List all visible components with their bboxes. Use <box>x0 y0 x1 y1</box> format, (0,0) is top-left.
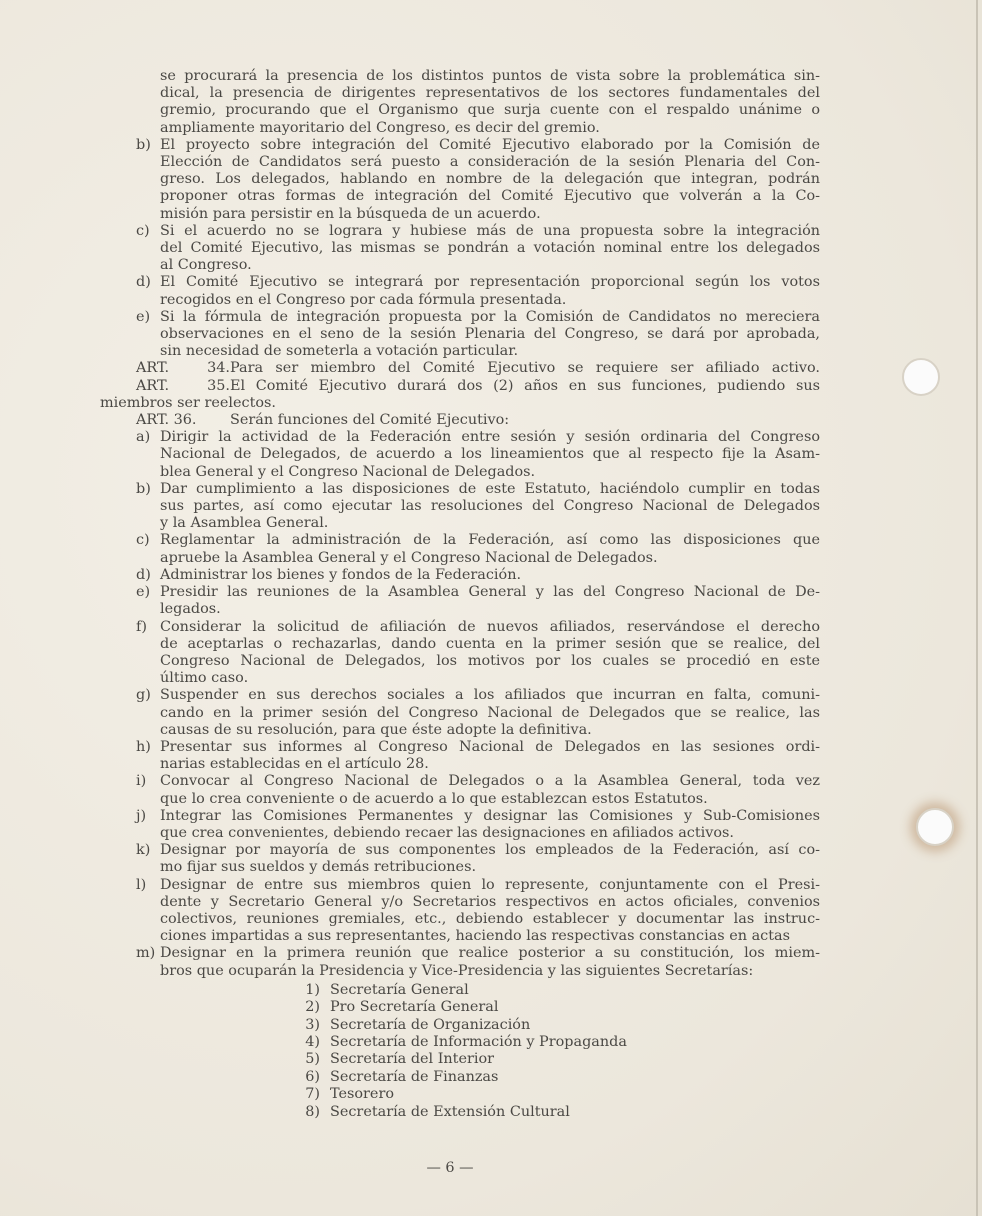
article-35-continuation: miembros ser reelectos. <box>100 394 276 411</box>
item-text: Secretaría de Información y Propaganda <box>330 1033 627 1050</box>
item-text: Secretaría del Interior <box>330 1051 495 1068</box>
item-text: observaciones en el seno de la sesión Plenaria del Congreso, se dará por aprobada, <box>160 326 820 343</box>
text-line <box>100 773 820 790</box>
item-text: misión para persistir en la búsqueda de un acuerdo. <box>160 205 541 222</box>
text-line <box>100 464 820 481</box>
list-item <box>285 1051 820 1068</box>
text-line <box>100 653 820 670</box>
text-line <box>100 481 820 498</box>
text-line <box>100 791 820 808</box>
item-text: Administrar los bienes y fondos de la Federación. <box>160 566 522 583</box>
item-marker: m) <box>136 945 156 962</box>
item-text: El Comité Ejecutivo se integrará por representación proporcional según los votos <box>160 274 820 291</box>
item-text: Congreso Nacional de Delegados, los motivos por los cuales se procedió en este <box>160 652 820 669</box>
secretarias-list <box>100 982 820 1121</box>
intro-paragraph <box>100 68 820 137</box>
item-text: proponer otras formas de integración del Comité Ejecutivo que volverán a la Co- <box>160 188 820 205</box>
article-number: ART. 34. <box>136 360 230 377</box>
item-marker: c) <box>136 532 150 549</box>
item-text: Presidir las reuniones de la Asamblea General y las del Congreso Nacional de De- <box>160 584 820 601</box>
list-item <box>100 223 820 275</box>
list-item <box>100 739 820 773</box>
item-text: y la Asamblea General. <box>160 515 329 532</box>
item-text: que lo crea conveniente o de acuerdo a lo que establezcan estos Estatutos. <box>160 790 708 807</box>
item-marker: d) <box>136 566 151 583</box>
item-text: legados. <box>160 601 221 618</box>
text-line <box>100 206 820 223</box>
item-text: Nacional de Delegados, de acuerdo a los lineamientos que al respecto fije la Asam- <box>160 446 820 463</box>
text-line <box>100 928 820 945</box>
list-item <box>100 309 820 361</box>
text-line: dical, la presencia de dirigentes representativos de los sectores fundamentales del <box>160 85 820 102</box>
item-text: Considerar la solicitud de afiliación de nuevos afiliados, reservándose el derecho <box>160 618 820 635</box>
text-line <box>100 292 820 309</box>
item-text: Tesorero <box>330 1086 394 1103</box>
item-marker: f) <box>136 618 147 635</box>
list-item <box>100 567 820 584</box>
item-text: Dar cumplimiento a las disposiciones de este Estatuto, haciéndolo cumplir en todas <box>160 480 820 497</box>
text-line <box>100 963 820 980</box>
article-text: Para ser miembro del Comité Ejecutivo se requiere ser afiliado activo. <box>230 360 820 377</box>
text-line <box>100 137 820 154</box>
text-line <box>100 756 820 773</box>
item-text: Secretaría de Organización <box>330 1016 531 1033</box>
item-text: greso. Los delegados, hablando en nombre de la delegación que integran, podrán <box>160 171 820 188</box>
item-text: narias establecidas en el artículo 28. <box>160 756 429 773</box>
item-marker: c) <box>136 222 150 239</box>
text-line <box>100 446 820 463</box>
item-marker: k) <box>136 842 151 859</box>
text-line: ampliamente mayoritario del Congreso, es decir del gremio. <box>160 119 600 136</box>
item-text: del Comité Ejecutivo, las mismas se pondrán a votación nominal entre los delegados <box>160 240 820 257</box>
list-item <box>285 1086 820 1103</box>
text-line <box>100 550 820 567</box>
list-item <box>100 808 820 842</box>
item-marker: 5) <box>305 1051 320 1068</box>
text-line <box>100 309 820 326</box>
item-marker: 6) <box>305 1068 320 1085</box>
text-line <box>100 945 820 962</box>
text-line: gremio, procurando que el Organismo que surja cuente con el respaldo unánime o <box>160 102 820 119</box>
text-line <box>100 825 820 842</box>
text-line <box>100 859 820 876</box>
text-line <box>100 343 820 360</box>
item-text: Si el acuerdo no se lograra y hubiese más de una propuesta sobre la integración <box>160 222 820 239</box>
item-marker: d) <box>136 274 151 291</box>
text-line: se procurará la presencia de los distintos puntos de vista sobre la problemática sin- <box>160 68 820 84</box>
item-marker: 8) <box>305 1103 320 1120</box>
item-text: apruebe la Asamblea General y el Congreso Nacional de Delegados. <box>160 549 658 566</box>
item-marker: e) <box>136 584 151 601</box>
text-line <box>100 808 820 825</box>
item-text: Reglamentar la administración de la Federación, así como las disposiciones que <box>160 532 820 549</box>
article-text: El Comité Ejecutivo durará dos (2) años en sus funciones, pudiendo sus <box>230 377 820 394</box>
item-text: El proyecto sobre integración del Comité Ejecutivo elaborado por la Comisión de <box>160 136 820 153</box>
item-text: mo fijar sus sueldos y demás retribuciones. <box>160 859 477 876</box>
item-text: causas de su resolución, para que éste adopte la definitiva. <box>160 721 592 738</box>
list-item <box>100 532 820 566</box>
text-line <box>100 739 820 756</box>
list-item <box>100 274 820 308</box>
list-item <box>100 584 820 618</box>
text-line <box>100 498 820 515</box>
text-line <box>100 636 820 653</box>
item-text: sin necesidad de someterla a votación particular. <box>160 343 519 360</box>
list-item <box>100 842 820 876</box>
text-line <box>100 223 820 240</box>
punch-hole <box>916 808 954 846</box>
text-line <box>100 619 820 636</box>
text-line <box>100 705 820 722</box>
item-text: colectivos, reuniones gremiales, etc., debiendo establecer y documentar las instruc- <box>160 910 820 927</box>
article-36 <box>100 412 820 429</box>
item-marker: b) <box>136 136 151 153</box>
article-number: ART. 35. <box>136 377 230 394</box>
list-item <box>100 481 820 533</box>
item-marker: a) <box>136 429 151 446</box>
art33-list <box>100 137 820 361</box>
item-marker: 1) <box>305 981 320 998</box>
list-item <box>100 945 820 979</box>
item-text: Integrar las Comisiones Permanentes y designar las Comisiones y Sub-Comisiones <box>160 807 820 824</box>
item-marker: b) <box>136 480 151 497</box>
item-text: sus partes, así como ejecutar las resoluciones del Congreso Nacional de Delegados <box>160 498 820 515</box>
text-line <box>100 154 820 171</box>
text-line <box>100 240 820 257</box>
item-text: Designar de entre sus miembros quien lo represente, conjuntamente con el Presi- <box>160 876 820 893</box>
item-text: último caso. <box>160 670 249 687</box>
document-body <box>100 68 820 1121</box>
punch-hole <box>902 358 940 396</box>
item-text: de aceptarlas o rechazarlas, dando cuenta en la primer sesión que se realice, del <box>160 635 820 652</box>
list-item <box>285 982 820 999</box>
list-item <box>100 773 820 807</box>
item-marker: g) <box>136 687 151 704</box>
item-marker: 7) <box>305 1086 320 1103</box>
item-text: Designar por mayoría de sus componentes los empleados de la Federación, así co- <box>160 842 820 859</box>
item-marker: 4) <box>305 1033 320 1050</box>
item-marker: j) <box>136 807 147 824</box>
item-marker: 2) <box>305 999 320 1016</box>
item-text: Presentar sus informes al Congreso Nacional de Delegados en las sesiones ordi- <box>160 738 820 755</box>
text-line <box>100 722 820 739</box>
item-text: Elección de Candidatos será puesto a consideración de la sesión Plenaria del Con- <box>160 154 820 171</box>
article-34 <box>100 360 820 377</box>
list-item <box>100 429 820 481</box>
item-text: Si la fórmula de integración propuesta por la Comisión de Candidatos no mereciera <box>160 308 820 325</box>
item-text: recogidos en el Congreso por cada fórmula presentada. <box>160 291 567 308</box>
text-line <box>100 894 820 911</box>
article-number: ART. 36. <box>136 412 197 429</box>
item-text: Secretaría de Extensión Cultural <box>330 1103 570 1120</box>
item-text: Dirigir la actividad de la Federación entre sesión y sesión ordinaria del Congreso <box>160 429 820 446</box>
list-item <box>285 999 820 1016</box>
list-item <box>285 1034 820 1051</box>
list-item <box>285 1017 820 1034</box>
item-marker: i) <box>136 773 147 790</box>
page-edge <box>976 0 978 1216</box>
item-marker: 3) <box>305 1016 320 1033</box>
item-text: Suspender en sus derechos sociales a los afiliados que incurran en falta, comuni- <box>160 687 820 704</box>
text-line <box>100 584 820 601</box>
item-text: Convocar al Congreso Nacional de Delegados o a la Asamblea General, toda vez <box>160 773 820 790</box>
article-35 <box>100 378 820 395</box>
item-text: dente y Secretario General y/o Secretarios respectivos en actos oficiales, convenios <box>160 893 820 910</box>
text-line <box>100 842 820 859</box>
item-text: Secretaría General <box>330 981 469 998</box>
item-marker: l) <box>136 876 147 893</box>
text-line <box>100 687 820 704</box>
item-text: Pro Secretaría General <box>330 999 499 1016</box>
list-item <box>100 619 820 688</box>
text-line <box>100 877 820 894</box>
item-text: ciones impartidas a sus representantes, haciendo las respectivas constancias en actas <box>160 928 790 945</box>
text-line <box>100 171 820 188</box>
text-line <box>100 429 820 446</box>
text-line <box>100 532 820 549</box>
page-number: — 6 — <box>426 1160 474 1176</box>
list-item <box>100 687 820 739</box>
item-text: cando en la primer sesión del Congreso Nacional de Delegados que se realice, las <box>160 704 820 721</box>
item-marker: h) <box>136 738 151 755</box>
art36-list <box>100 429 820 980</box>
item-marker: e) <box>136 308 151 325</box>
list-item <box>100 877 820 946</box>
list-item <box>285 1069 820 1086</box>
text-line <box>100 257 820 274</box>
text-line <box>100 567 820 584</box>
article-text: Serán funciones del Comité Ejecutivo: <box>230 412 510 429</box>
item-text: Secretaría de Finanzas <box>330 1068 499 1085</box>
item-text: al Congreso. <box>160 257 252 274</box>
list-item <box>285 1104 820 1121</box>
item-text: que crea convenientes, debiendo recaer las designaciones en afiliados activos. <box>160 824 735 841</box>
list-item <box>100 137 820 223</box>
text-line <box>100 326 820 343</box>
text-line <box>100 601 820 618</box>
item-text: blea General y el Congreso Nacional de Delegados. <box>160 463 536 480</box>
text-line <box>100 911 820 928</box>
text-line <box>100 515 820 532</box>
text-line <box>100 188 820 205</box>
text-line <box>100 670 820 687</box>
item-text: bros que ocuparán la Presidencia y Vice-Presidencia y las siguientes Secretarías: <box>160 962 754 979</box>
item-text: Designar en la primera reunión que realice posterior a su constitución, los miem- <box>160 945 820 962</box>
text-line <box>100 274 820 291</box>
